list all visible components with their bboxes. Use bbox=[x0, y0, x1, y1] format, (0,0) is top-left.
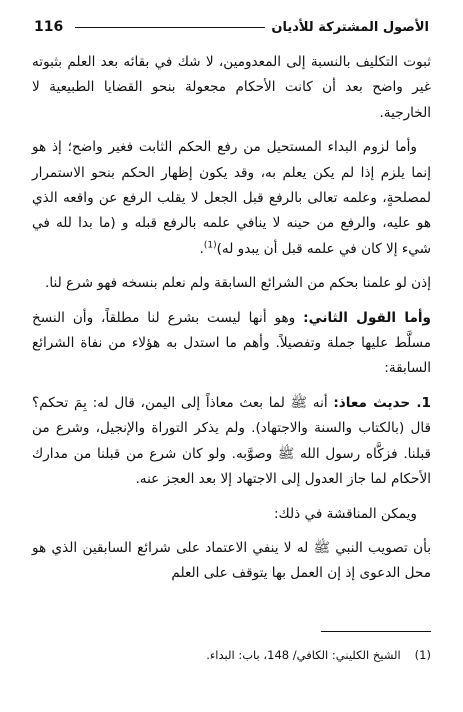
running-title: الأصول المشتركة للأديان bbox=[271, 19, 429, 35]
paragraph-5-text: أنه ﷺ لما بعث معاذاً إلى اليمن، قال له: بِمَ تحكم؟ قال (بالكتاب والسنة والاجتهاد). ولم يذكر التوراة والإنجيل، وشرع من قبلنا. فزكَّاه رسول الله ﷺ وصوَّبه. ولو كان شرع من قبلنا من مدارك الأحكام لما جاز العدول إلى الاجتهاد إلا بعد العجز عنه. bbox=[32, 394, 431, 488]
header-rule bbox=[75, 27, 265, 28]
paragraph-5 bbox=[32, 391, 431, 493]
footnote-text: الشيخ الكليني: الكافي/ 148، باب: البداء. bbox=[206, 648, 401, 662]
footnote-rule bbox=[321, 631, 431, 632]
paragraph-2-text: وأما لزوم البداء المستحيل من رفع الحكم الثابت فغير واضح؛ إذ هو إنما يلزم إذا لم يكن يعلم به، وقد يكون إظهار الحكم بنحو الاستمرار لمصلحةٍ، وعلمه تعالى بالرفع قبل الجعل لا يقلب الرفع عن واقعه الذي هو عليه، والرفع من حينه لا ينافي علمه بالرفع قبله و (ما بدا لله في شيء إلا كان في علمه قبل أن يبدو له) bbox=[32, 139, 431, 257]
paragraph-2 bbox=[32, 135, 431, 262]
page-header bbox=[34, 16, 429, 38]
footnote-number: (1) bbox=[414, 648, 431, 662]
paragraph-7: بأن تصويب النبي ﷺ له لا ينفي الاعتماد على شرائع السابقين الذي هو محل الدعوى إذ إن العمل بها يتوقف على العلم bbox=[32, 539, 431, 582]
page-body bbox=[32, 50, 431, 587]
second-opinion-heading: وأما القول الثاني: bbox=[303, 309, 431, 326]
footnote-reference[interactable]: (1) bbox=[203, 240, 217, 251]
paragraph-2-end: . bbox=[199, 240, 204, 257]
paragraph-3: إذن لو علمنا بحكم من الشرائع السابقة ولم نعلم بنسخه فهو شرع لنا. bbox=[45, 275, 431, 292]
paragraph-4-text: وهو أنها ليست بشرع لنا مطلقاً، وأن النسخ مسلَّط عليها جملة وتفصيلاً. وأهم ما استدل به هؤلاء من نفاة الشرائع السابقة: bbox=[32, 309, 431, 377]
paragraph-6: ويمكن المناقشة في ذلك: bbox=[273, 505, 417, 522]
paragraph-4 bbox=[32, 306, 431, 382]
page-number: 116 bbox=[34, 19, 64, 35]
muadh-hadith-heading: 1. حديث معاذ: bbox=[333, 394, 431, 411]
footnote bbox=[32, 646, 431, 664]
paragraph-1: ثبوت التكليف بالنسبة إلى المعدومين، لا شك في بقائه بعد العلم بثبوته غير واضح بعد أن كانت الأحكام مجعولة بنحو القضايا الطبيعية لا الخارجية. bbox=[32, 54, 431, 121]
